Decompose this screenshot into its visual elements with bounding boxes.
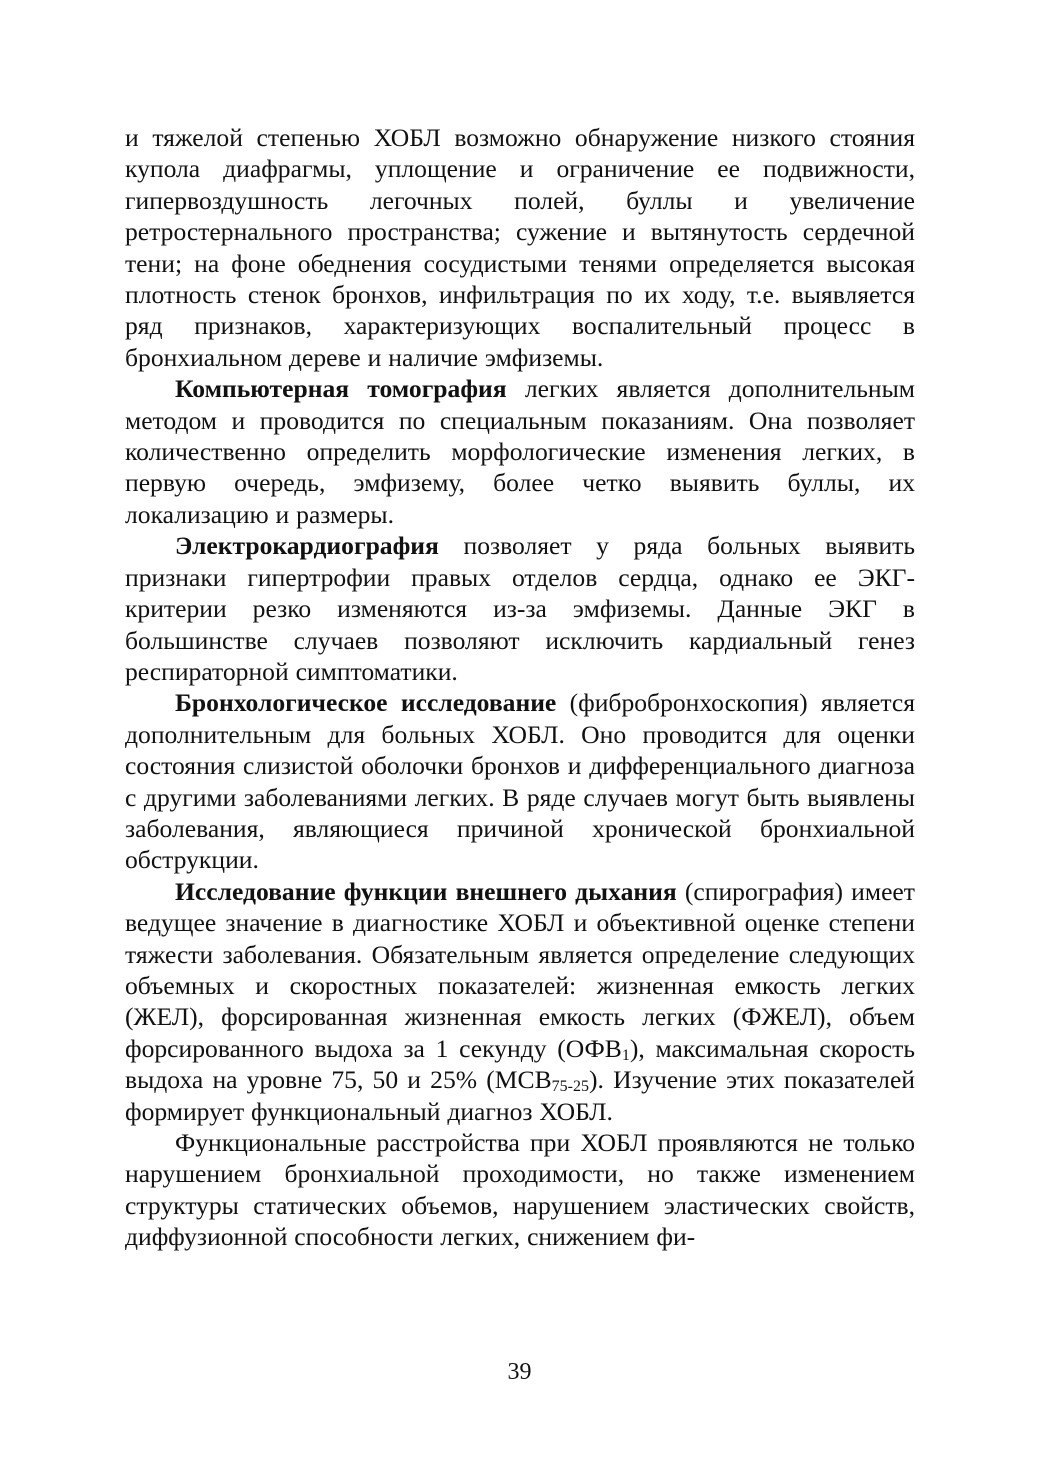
paragraph-xray-findings xyxy=(125,122,915,373)
paragraph-functional-disorders xyxy=(125,1127,915,1253)
paragraph-respiratory-function xyxy=(125,876,915,1127)
paragraph-electrocardiography xyxy=(125,530,915,687)
term-heading: Электрокардиография xyxy=(175,531,439,561)
subscript-mef: 75-25 xyxy=(551,1078,589,1096)
paragraph-text: ). Изучение этих показателей формирует функциональный диагноз ХОБЛ. xyxy=(125,1065,916,1126)
paragraph-bronchology xyxy=(125,687,915,875)
paragraph-computed-tomography xyxy=(125,373,915,530)
paragraph-text: (фибробронхоскопия) является дополнительным для больных ХОБЛ. Оно проводится для оценки состояния слизистой оболочки бронхов и дифференциального диагноза с другими заболеваниями легких. В ряде случаев могут быть выявлены заболевания, являющиеся причиной хронической бронхиальной обструкции. xyxy=(125,688,915,875)
subscript-fev: 1 xyxy=(621,1046,630,1064)
page-body xyxy=(125,122,915,1253)
term-heading: Бронхологическое исследование xyxy=(175,688,557,718)
paragraph-text: позволяет у ряда больных выявить признаки гипертрофии правых отделов сердца, однако ее ЭКГ-критерии резко изменяются из-за эмфиземы. Данные ЭКГ в большинстве случаев позволяют исключить кардиальный генез респираторной симптоматики. xyxy=(125,531,915,686)
paragraph-text: Функциональные расстройства при ХОБЛ проявляются не только нарушением бронхиальной проходимости, но также изменением структуры статических объемов, нарушением эластических свойств, диффузионной способности легких, снижением фи- xyxy=(125,1128,915,1252)
paragraph-text: (спирография) имеет ведущее значение в диагностике ХОБЛ и объективной оценке степени тяжести заболевания. Обязательным является определение следующих объемных и скоростных показателей: жизненная емкость легких (ЖЕЛ), форсированная жизненная емкость легких (ФЖЕЛ), объем форсированного выдоха за 1 секунду (ОФВ xyxy=(125,876,915,1063)
paragraph-text: легких является дополнительным методом и проводится по специальным показаниям. Она позволяет количественно определить морфологические изменения легких, в первую очередь, эмфизему, более четко выявить буллы, их локализацию и размеры. xyxy=(125,374,915,529)
term-heading: Исследование функции внешнего дыхания xyxy=(175,876,677,906)
paragraph-text: и тяжелой степенью ХОБЛ возможно обнаружение низкого стояния купола диафрагмы, уплощение и ограничение ее подвижности, гипервоздушность легочных полей, буллы и увеличение ретростернального пространства; сужение и вытянутость сердечной тени; на фоне обеднения сосудистыми тенями определяется высокая плотность стенок бронхов, инфильтрация по их ходу, т.е. выявляется ряд признаков, характеризующих воспалительный процесс в бронхиальном дереве и наличие эмфиземы. xyxy=(125,123,915,372)
paragraph-text: ), максимальная скорость выдоха на уровне 75, 50 и 25% (МСВ xyxy=(125,1033,915,1095)
page-number: 39 xyxy=(507,1359,532,1385)
term-heading: Компьютерная томография xyxy=(175,374,507,404)
